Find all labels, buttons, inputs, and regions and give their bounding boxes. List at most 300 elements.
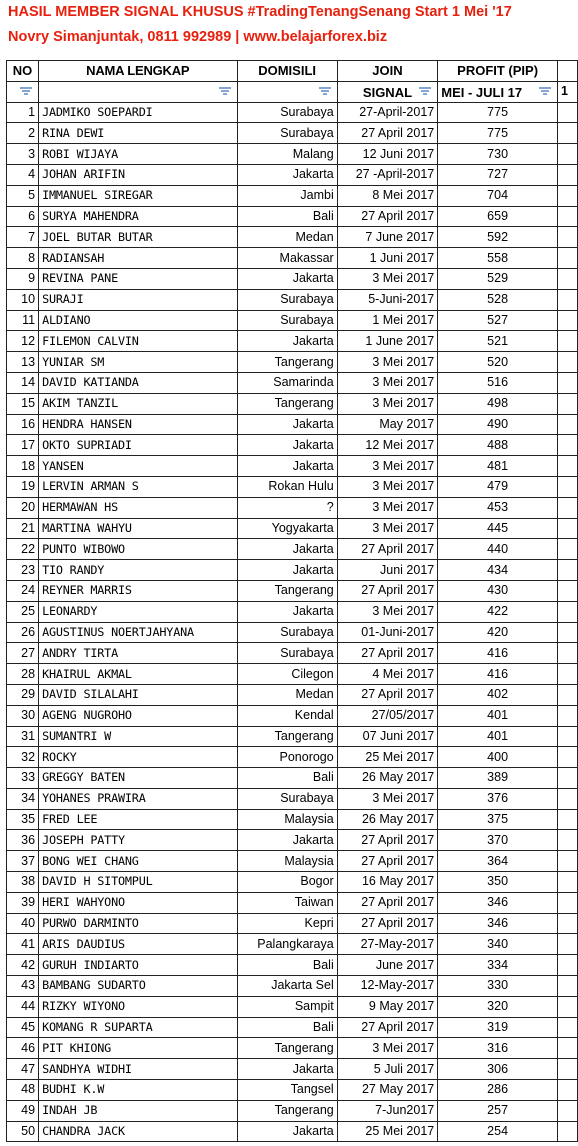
- table-row: [7, 1121, 578, 1142]
- profit-pips: 416: [438, 643, 558, 664]
- profit-pips: 389: [438, 768, 558, 789]
- row-number: 31: [7, 726, 39, 747]
- table-row: [7, 955, 578, 976]
- member-domicile: Bogor: [237, 872, 337, 893]
- join-date: 07 Juni 2017: [337, 726, 438, 747]
- row-number: 39: [7, 892, 39, 913]
- extra-cell: [557, 289, 577, 310]
- filter-cell-name[interactable]: [39, 81, 237, 102]
- table-row: [7, 851, 578, 872]
- join-date: 1 June 2017: [337, 331, 438, 352]
- join-date: 12 Mei 2017: [337, 435, 438, 456]
- join-date: 01-Juni-2017: [337, 622, 438, 643]
- join-date: 27 April 2017: [337, 830, 438, 851]
- extra-cell: [557, 497, 577, 518]
- profit-pips: 558: [438, 248, 558, 269]
- extra-cell: [557, 539, 577, 560]
- table-row: [7, 913, 578, 934]
- row-number: 29: [7, 684, 39, 705]
- member-name: JADMIKO SOEPARDI: [39, 102, 237, 123]
- member-domicile: Medan: [237, 684, 337, 705]
- join-date: 5-Juni-2017: [337, 289, 438, 310]
- join-date: 4 Mei 2017: [337, 664, 438, 685]
- extra-cell: [557, 851, 577, 872]
- row-number: 17: [7, 435, 39, 456]
- join-date: 1 Mei 2017: [337, 310, 438, 331]
- profit-pips: 364: [438, 851, 558, 872]
- filter-cell-profit[interactable]: [438, 81, 558, 102]
- profit-pips: 490: [438, 414, 558, 435]
- table-row: [7, 539, 578, 560]
- join-date: 7 June 2017: [337, 227, 438, 248]
- member-domicile: Tangsel: [237, 1080, 337, 1101]
- extra-cell: [557, 102, 577, 123]
- member-name: LERVIN ARMAN S: [39, 476, 237, 497]
- member-domicile: Jakarta Sel: [237, 976, 337, 997]
- join-date: 3 Mei 2017: [337, 393, 438, 414]
- profit-pips: 434: [438, 560, 558, 581]
- join-date: 27/05/2017: [337, 705, 438, 726]
- row-number: 28: [7, 664, 39, 685]
- join-date: 27 April 2017: [337, 580, 438, 601]
- member-domicile: Samarinda: [237, 372, 337, 393]
- table-row: [7, 809, 578, 830]
- row-number: 50: [7, 1121, 39, 1142]
- join-date: 16 May 2017: [337, 872, 438, 893]
- join-date: 3 Mei 2017: [337, 476, 438, 497]
- row-number: 4: [7, 164, 39, 185]
- profit-pips: 400: [438, 747, 558, 768]
- profit-pips: 445: [438, 518, 558, 539]
- join-date: 12-May-2017: [337, 976, 438, 997]
- member-domicile: Bali: [237, 768, 337, 789]
- table-row: [7, 310, 578, 331]
- member-name: SURYA MAHENDRA: [39, 206, 237, 227]
- filter-cell-no[interactable]: [7, 81, 39, 102]
- member-name: PURWO DARMINTO: [39, 913, 237, 934]
- member-name: OKTO SUPRIADI: [39, 435, 237, 456]
- member-name: FRED LEE: [39, 809, 237, 830]
- extra-cell: [557, 705, 577, 726]
- extra-cell: [557, 809, 577, 830]
- extra-cell: [557, 268, 577, 289]
- member-name: YANSEN: [39, 456, 237, 477]
- row-number: 47: [7, 1059, 39, 1080]
- member-name: BAMBANG SUDARTO: [39, 976, 237, 997]
- member-domicile: Bali: [237, 955, 337, 976]
- join-date: 25 Mei 2017: [337, 1121, 438, 1142]
- member-domicile: Kepri: [237, 913, 337, 934]
- table-row: [7, 934, 578, 955]
- profit-pips: 334: [438, 955, 558, 976]
- table-row: [7, 622, 578, 643]
- row-number: 3: [7, 144, 39, 165]
- table-row: [7, 289, 578, 310]
- join-date: 3 Mei 2017: [337, 372, 438, 393]
- row-number: 9: [7, 268, 39, 289]
- member-name: SUMANTRI W: [39, 726, 237, 747]
- member-name: AGENG NUGROHO: [39, 705, 237, 726]
- filter-cell-join[interactable]: [337, 81, 438, 102]
- extra-cell: [557, 1059, 577, 1080]
- col-header-extra: [557, 61, 577, 82]
- filter-dropdown-icon[interactable]: [319, 87, 331, 97]
- join-date: 3 Mei 2017: [337, 456, 438, 477]
- member-domicile: Jakarta: [237, 1059, 337, 1080]
- join-date: 27 April 2017: [337, 892, 438, 913]
- row-number: 40: [7, 913, 39, 934]
- member-name: ALDIANO: [39, 310, 237, 331]
- extra-cell: [557, 684, 577, 705]
- filter-dropdown-icon[interactable]: [419, 87, 431, 97]
- extra-cell: [557, 976, 577, 997]
- member-name: RINA DEWI: [39, 123, 237, 144]
- member-domicile: Jakarta: [237, 560, 337, 581]
- member-domicile: Taiwan: [237, 892, 337, 913]
- profit-pips: 488: [438, 435, 558, 456]
- member-name: HERI WAHYONO: [39, 892, 237, 913]
- join-date: Juni 2017: [337, 560, 438, 581]
- profit-pips: 527: [438, 310, 558, 331]
- table-row: [7, 393, 578, 414]
- filter-dropdown-icon[interactable]: [20, 87, 32, 97]
- col-header-join: JOIN: [337, 61, 438, 82]
- member-name: HERMAWAN HS: [39, 497, 237, 518]
- profit-pips: 481: [438, 456, 558, 477]
- profit-pips: 479: [438, 476, 558, 497]
- join-date: 27 April 2017: [337, 123, 438, 144]
- profit-pips: 350: [438, 872, 558, 893]
- member-name: MARTINA WAHYU: [39, 518, 237, 539]
- member-name: LEONARDY: [39, 601, 237, 622]
- row-number: 5: [7, 185, 39, 206]
- join-date: 8 Mei 2017: [337, 185, 438, 206]
- profit-pips: 370: [438, 830, 558, 851]
- profit-pips: 375: [438, 809, 558, 830]
- row-number: 23: [7, 560, 39, 581]
- table-row: [7, 185, 578, 206]
- row-number: 37: [7, 851, 39, 872]
- row-number: 25: [7, 601, 39, 622]
- table-row: [7, 768, 578, 789]
- row-number: 26: [7, 622, 39, 643]
- row-number: 20: [7, 497, 39, 518]
- member-domicile: Bali: [237, 1017, 337, 1038]
- member-domicile: Surabaya: [237, 622, 337, 643]
- row-number: 18: [7, 456, 39, 477]
- profit-pips: 320: [438, 996, 558, 1017]
- table-row: [7, 872, 578, 893]
- member-name: JOHAN ARIFIN: [39, 164, 237, 185]
- extra-cell: [557, 414, 577, 435]
- join-date: 3 Mei 2017: [337, 518, 438, 539]
- extra-cell: [557, 185, 577, 206]
- table-row: [7, 102, 578, 123]
- member-name: HENDRA HANSEN: [39, 414, 237, 435]
- member-name: DAVID KATIANDA: [39, 372, 237, 393]
- subheader-period: MEI - JULI 17: [441, 84, 523, 100]
- member-domicile: Surabaya: [237, 788, 337, 809]
- extra-cell: [557, 955, 577, 976]
- table-row: [7, 1080, 578, 1101]
- table-row: [7, 331, 578, 352]
- join-date: 27 April 2017: [337, 206, 438, 227]
- member-name: DAVID SILALAHI: [39, 684, 237, 705]
- table-row: [7, 164, 578, 185]
- member-name: INDAH JB: [39, 1100, 237, 1121]
- extra-cell: [557, 788, 577, 809]
- extra-cell: [557, 518, 577, 539]
- table-row: [7, 560, 578, 581]
- extra-cell: [557, 393, 577, 414]
- member-name: GURUH INDIARTO: [39, 955, 237, 976]
- member-domicile: Yogyakarta: [237, 518, 337, 539]
- member-domicile: Jakarta: [237, 1121, 337, 1142]
- extra-cell: [557, 476, 577, 497]
- column-header-row: [7, 61, 578, 82]
- join-date: 3 Mei 2017: [337, 268, 438, 289]
- extra-cell: [557, 310, 577, 331]
- extra-cell: [557, 622, 577, 643]
- filter-cell-extra: 1: [557, 81, 577, 102]
- member-name: CHANDRA JACK: [39, 1121, 237, 1142]
- extra-cell: [557, 601, 577, 622]
- join-date: 1 Juni 2017: [337, 248, 438, 269]
- profit-pips: 401: [438, 705, 558, 726]
- extra-cell: [557, 830, 577, 851]
- row-number: 30: [7, 705, 39, 726]
- row-number: 46: [7, 1038, 39, 1059]
- profit-pips: 659: [438, 206, 558, 227]
- member-domicile: Jakarta: [237, 435, 337, 456]
- member-name: PUNTO WIBOWO: [39, 539, 237, 560]
- table-row: [7, 268, 578, 289]
- table-row: [7, 206, 578, 227]
- member-domicile: Jakarta: [237, 456, 337, 477]
- profit-pips: 316: [438, 1038, 558, 1059]
- member-domicile: Rokan Hulu: [237, 476, 337, 497]
- member-name: PIT KHIONG: [39, 1038, 237, 1059]
- member-domicile: Palangkaraya: [237, 934, 337, 955]
- extra-cell: [557, 768, 577, 789]
- table-row: [7, 518, 578, 539]
- member-name: ANDRY TIRTA: [39, 643, 237, 664]
- row-number: 36: [7, 830, 39, 851]
- member-domicile: Malaysia: [237, 809, 337, 830]
- filter-dropdown-icon[interactable]: [539, 87, 551, 97]
- join-date: 25 Mei 2017: [337, 747, 438, 768]
- member-name: GREGGY BATEN: [39, 768, 237, 789]
- member-name: JOSEPH PATTY: [39, 830, 237, 851]
- join-date: 3 Mei 2017: [337, 1038, 438, 1059]
- member-domicile: Surabaya: [237, 102, 337, 123]
- extra-cell: [557, 560, 577, 581]
- extra-cell: [557, 144, 577, 165]
- row-number: 12: [7, 331, 39, 352]
- member-name: RADIANSAH: [39, 248, 237, 269]
- filter-dropdown-icon[interactable]: [219, 87, 231, 97]
- member-domicile: Kendal: [237, 705, 337, 726]
- member-domicile: Jakarta: [237, 414, 337, 435]
- member-domicile: Tangerang: [237, 1038, 337, 1059]
- extra-cell: [557, 164, 577, 185]
- row-number: 33: [7, 768, 39, 789]
- row-number: 22: [7, 539, 39, 560]
- member-domicile: Sampit: [237, 996, 337, 1017]
- member-domicile: Cilegon: [237, 664, 337, 685]
- join-date: 27 April 2017: [337, 1017, 438, 1038]
- member-domicile: Surabaya: [237, 643, 337, 664]
- row-number: 24: [7, 580, 39, 601]
- member-domicile: Makassar: [237, 248, 337, 269]
- profit-pips: 346: [438, 892, 558, 913]
- member-domicile: Jambi: [237, 185, 337, 206]
- member-name: TIO RANDY: [39, 560, 237, 581]
- member-name: BUDHI K.W: [39, 1080, 237, 1101]
- table-row: [7, 227, 578, 248]
- row-number: 32: [7, 747, 39, 768]
- row-number: 48: [7, 1080, 39, 1101]
- profit-pips: 430: [438, 580, 558, 601]
- row-number: 49: [7, 1100, 39, 1121]
- member-name: ROBI WIJAYA: [39, 144, 237, 165]
- member-domicile: Jakarta: [237, 601, 337, 622]
- profit-pips: 402: [438, 684, 558, 705]
- row-number: 1: [7, 102, 39, 123]
- member-name: DAVID H SITOMPUL: [39, 872, 237, 893]
- member-name: YOHANES PRAWIRA: [39, 788, 237, 809]
- row-number: 15: [7, 393, 39, 414]
- row-number: 2: [7, 123, 39, 144]
- row-number: 34: [7, 788, 39, 809]
- table-row: [7, 788, 578, 809]
- table-row: [7, 435, 578, 456]
- table-row: [7, 892, 578, 913]
- profit-pips: 775: [438, 102, 558, 123]
- member-domicile: Malang: [237, 144, 337, 165]
- join-date: 9 May 2017: [337, 996, 438, 1017]
- join-date: 3 Mei 2017: [337, 601, 438, 622]
- table-row: [7, 497, 578, 518]
- table-row: [7, 726, 578, 747]
- table-row: [7, 1059, 578, 1080]
- member-name: ARIS DAUDIUS: [39, 934, 237, 955]
- table-row: [7, 123, 578, 144]
- member-name: SURAJI: [39, 289, 237, 310]
- profit-pips: 330: [438, 976, 558, 997]
- member-name: YUNIAR SM: [39, 352, 237, 373]
- join-date: 27-April-2017: [337, 102, 438, 123]
- table-row: [7, 601, 578, 622]
- filter-cell-domisili[interactable]: [237, 81, 337, 102]
- profit-pips: 254: [438, 1121, 558, 1142]
- profit-pips: 319: [438, 1017, 558, 1038]
- join-date: 27 April 2017: [337, 539, 438, 560]
- profit-pips: 730: [438, 144, 558, 165]
- profit-pips: 498: [438, 393, 558, 414]
- row-number: 42: [7, 955, 39, 976]
- table-row: [7, 1017, 578, 1038]
- member-domicile: Jakarta: [237, 268, 337, 289]
- extra-cell: [557, 643, 577, 664]
- profit-pips: 727: [438, 164, 558, 185]
- row-number: 27: [7, 643, 39, 664]
- table-row: [7, 456, 578, 477]
- member-name: FILEMON CALVIN: [39, 331, 237, 352]
- member-domicile: Bali: [237, 206, 337, 227]
- row-number: 41: [7, 934, 39, 955]
- join-date: 3 Mei 2017: [337, 352, 438, 373]
- row-number: 14: [7, 372, 39, 393]
- table-row: [7, 684, 578, 705]
- row-number: 11: [7, 310, 39, 331]
- profit-pips: 529: [438, 268, 558, 289]
- profit-pips: 420: [438, 622, 558, 643]
- join-date: 26 May 2017: [337, 768, 438, 789]
- profit-pips: 775: [438, 123, 558, 144]
- contact-line: Novry Simanjuntak, 0811 992989 | www.belajarforex.biz: [8, 29, 388, 45]
- member-domicile: Jakarta: [237, 164, 337, 185]
- member-domicile: Surabaya: [237, 123, 337, 144]
- extra-cell: [557, 227, 577, 248]
- row-number: 8: [7, 248, 39, 269]
- member-name: SANDHYA WIDHI: [39, 1059, 237, 1080]
- join-date: 26 May 2017: [337, 809, 438, 830]
- table-row: [7, 996, 578, 1017]
- profit-pips: 401: [438, 726, 558, 747]
- join-date: 27-May-2017: [337, 934, 438, 955]
- extra-cell: [557, 934, 577, 955]
- join-date: 27 April 2017: [337, 643, 438, 664]
- profit-pips: 257: [438, 1100, 558, 1121]
- row-number: 38: [7, 872, 39, 893]
- table-row: [7, 643, 578, 664]
- member-domicile: Surabaya: [237, 310, 337, 331]
- row-number: 44: [7, 996, 39, 1017]
- extra-cell: [557, 331, 577, 352]
- member-domicile: Tangerang: [237, 726, 337, 747]
- join-date: 5 Juli 2017: [337, 1059, 438, 1080]
- profit-pips: 346: [438, 913, 558, 934]
- row-number: 21: [7, 518, 39, 539]
- row-number: 16: [7, 414, 39, 435]
- row-number: 45: [7, 1017, 39, 1038]
- member-domicile: Tangerang: [237, 393, 337, 414]
- profit-pips: 440: [438, 539, 558, 560]
- extra-cell: [557, 123, 577, 144]
- member-name: REYNER MARRIS: [39, 580, 237, 601]
- profit-pips: 592: [438, 227, 558, 248]
- filter-row: [7, 81, 578, 102]
- member-domicile: Jakarta: [237, 539, 337, 560]
- profit-pips: 416: [438, 664, 558, 685]
- profit-pips: 286: [438, 1080, 558, 1101]
- extra-cell: [557, 892, 577, 913]
- member-domicile: Surabaya: [237, 289, 337, 310]
- row-number: 6: [7, 206, 39, 227]
- profit-pips: 306: [438, 1059, 558, 1080]
- profit-pips: 340: [438, 934, 558, 955]
- table-row: [7, 248, 578, 269]
- subheader-signal: SIGNAL: [362, 84, 413, 100]
- report-title: HASIL MEMBER SIGNAL KHUSUS #TradingTenangSenang Start 1 Mei '17: [8, 4, 512, 20]
- col-header-domisili: DOMISILI: [237, 61, 337, 82]
- extra-cell: [557, 913, 577, 934]
- table-row: [7, 664, 578, 685]
- join-date: 27 April 2017: [337, 913, 438, 934]
- table-row: [7, 830, 578, 851]
- extra-cell: [557, 435, 577, 456]
